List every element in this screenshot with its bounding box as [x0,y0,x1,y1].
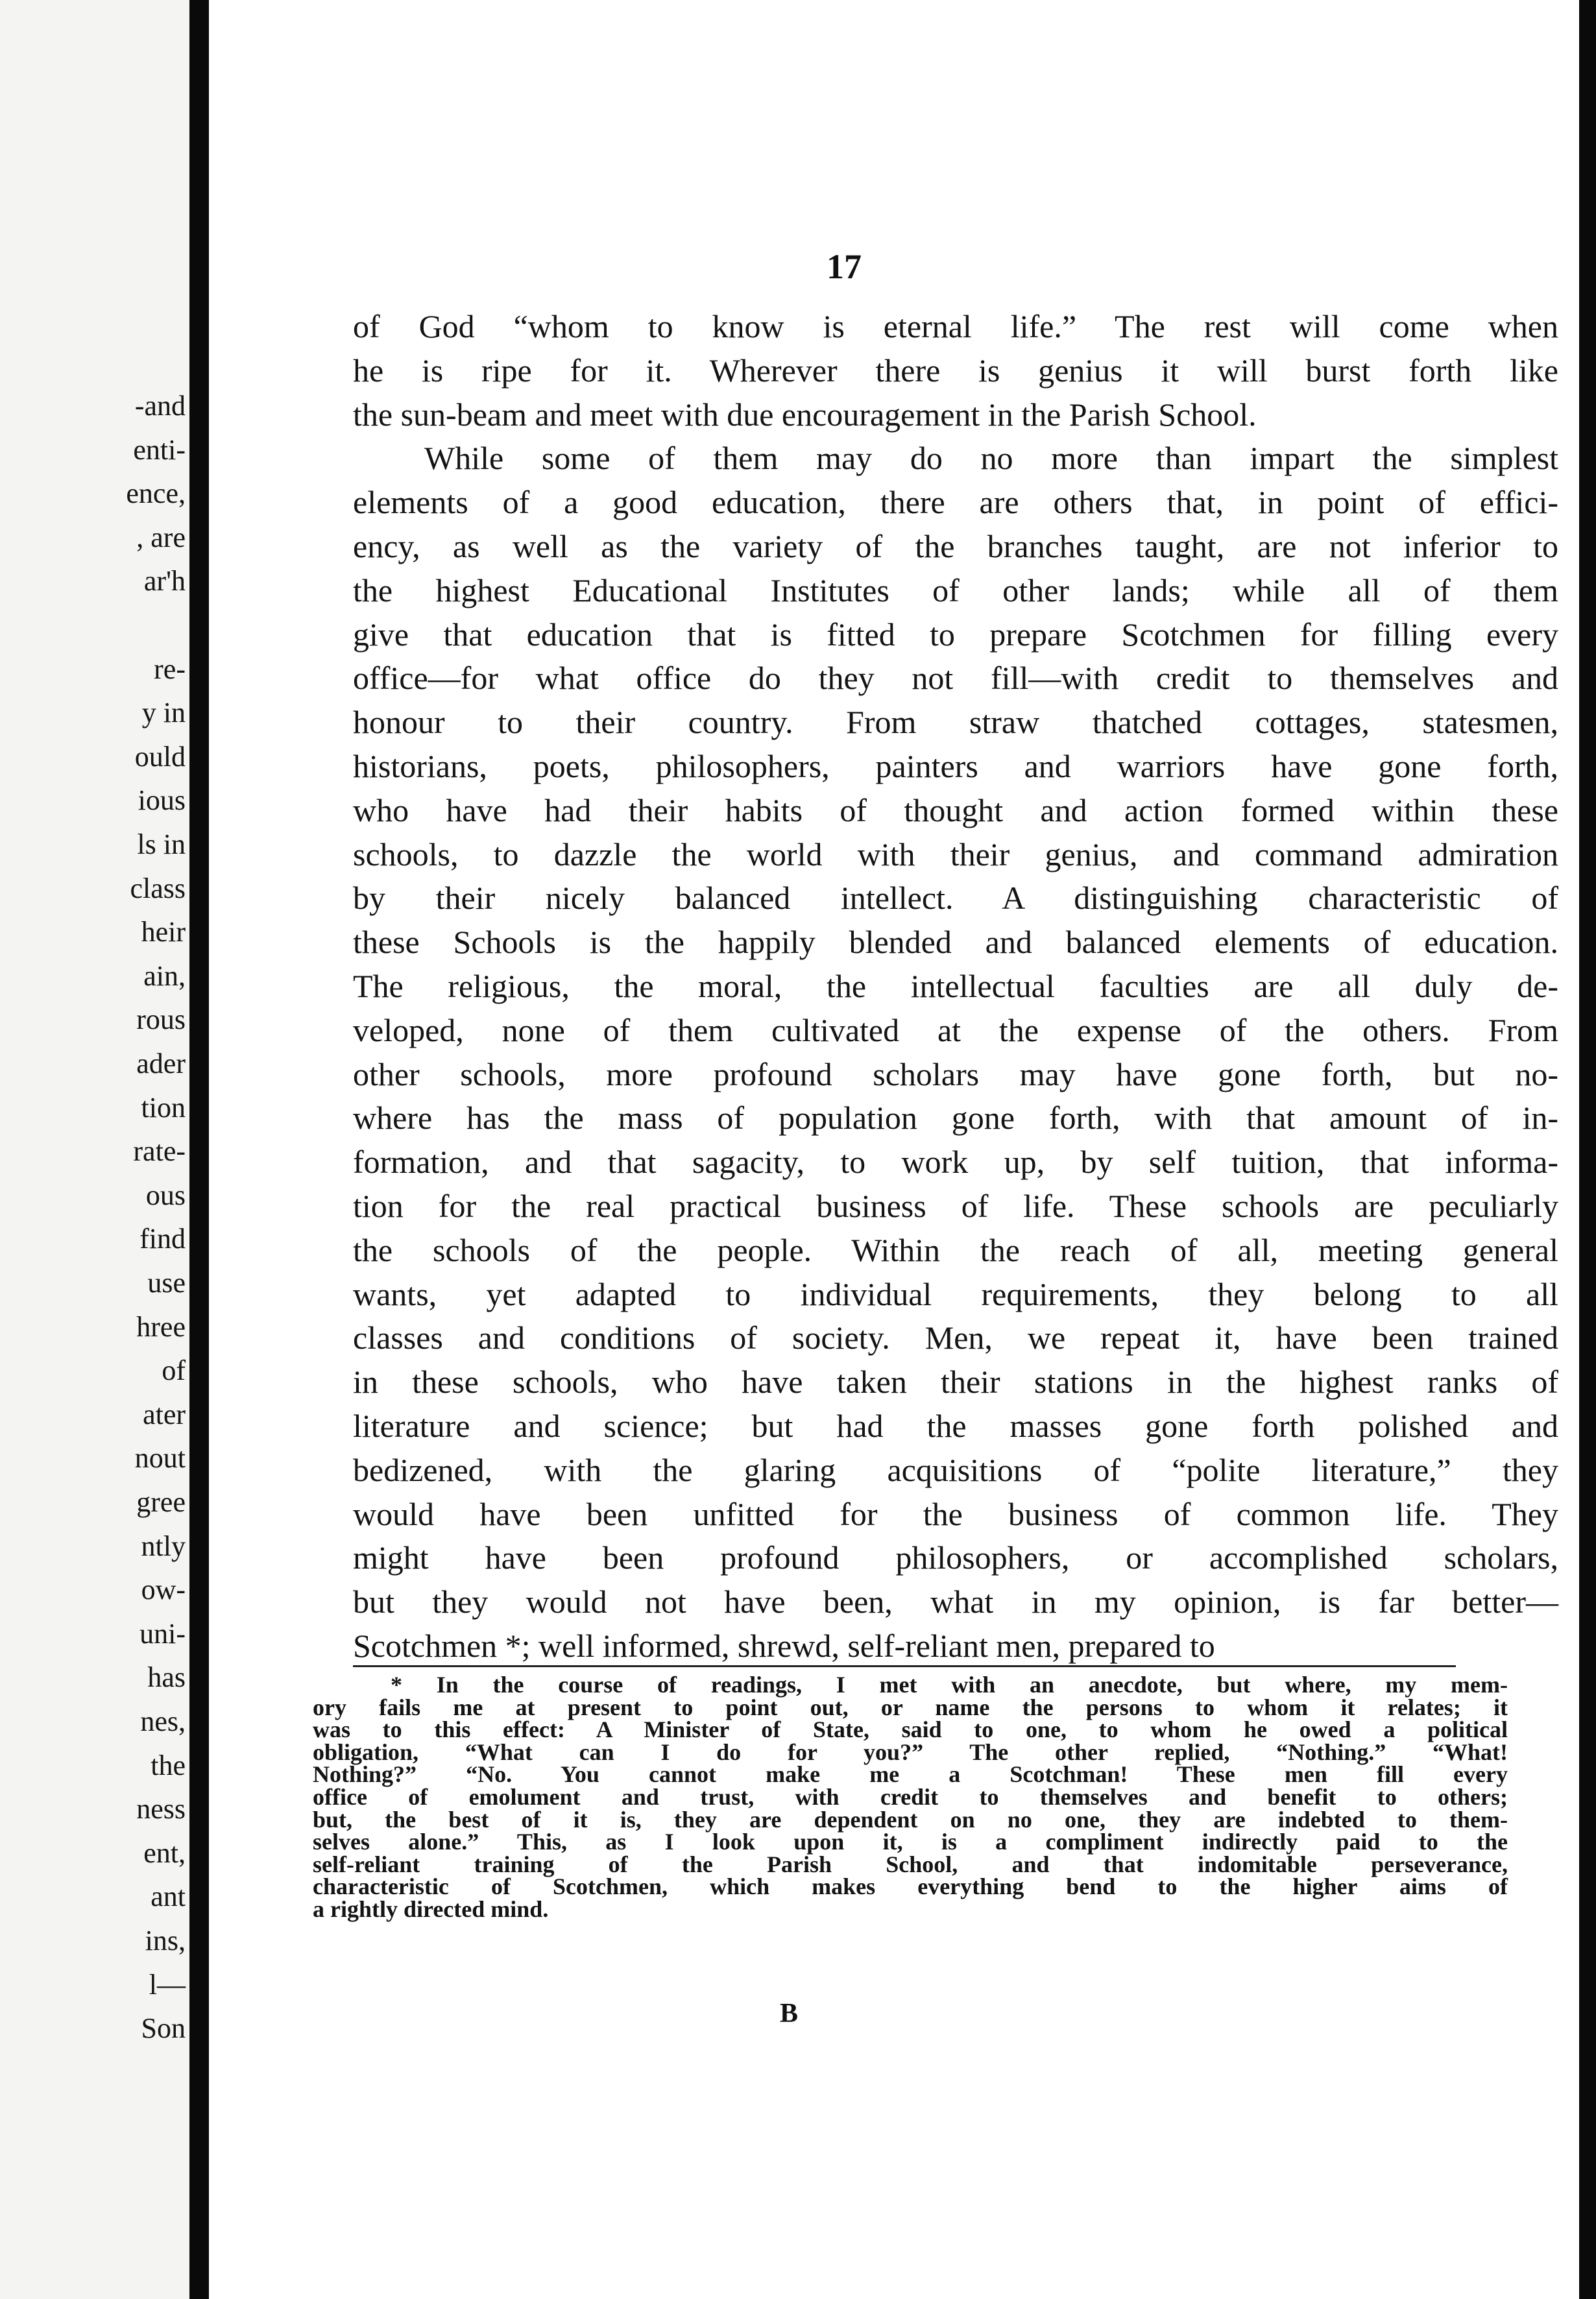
left-page-fragment: ould [134,740,186,773]
left-page-fragment: l— [149,1968,186,2001]
left-page-fragment: the [151,1749,186,1781]
left-page-fragment: ous [145,1179,186,1211]
left-page-fragment: ntly [141,1530,186,1562]
left-page-fragment: hree [136,1310,186,1343]
left-page-fragment: ow- [141,1574,186,1606]
body-line: might have been profound philosophers, or accomplished scholars, [353,1539,1558,1576]
footnote-line: * In the course of readings, I met with an anecdote, but where, my mem- [391,1672,1508,1698]
body-line: honour to their country. From straw thatched cottages, statesmen, [353,704,1558,741]
body-line: but they would not have been, what in my opinion, is far better— [353,1583,1558,1620]
footnote-line: office of emolument and trust, with credit to themselves and benefit to others; [313,1783,1508,1810]
body-line: elements of a good education, there are others that, in point of effici- [353,484,1558,521]
body-line: formation, and that sagacity, to work up, by self tuition, that informa- [353,1144,1558,1181]
left-page-fragment: ain, [143,959,186,992]
body-line: office—for what office do they not fill—with credit to themselves and [353,660,1558,697]
body-line: the sun-beam and meet with due encouragement in the Parish School. [353,396,1257,433]
footnote-line: Nothing?” “No. You cannot make me a Scotchman! These men fill every [313,1761,1508,1788]
left-page-fragment: heir [141,916,186,948]
footnote-line: was to this effect: A Minister of State, said to one, to whom he owed a political [313,1716,1508,1743]
left-page-fragment: re- [154,653,186,685]
footnote-line: but, the best of it is, they are dependent on no one, they are indebted to them- [313,1806,1508,1833]
page-number: 17 [827,247,862,286]
body-line: tion for the real practical business of life. These schools are peculiarly [353,1187,1558,1224]
body-line: Scotchmen *; well informed, shrewd, self-reliant men, prepared to [353,1627,1215,1664]
body-line: While some of them may do no more than impart the simplest [424,440,1558,477]
left-page-fragment: tion [141,1091,186,1124]
body-line: the highest Educational Institutes of other lands; while all of them [353,572,1558,608]
body-line: in these schools, who have taken their stations in the highest ranks of [353,1364,1558,1401]
left-page-fragment: ent, [143,1836,186,1869]
body-line: other schools, more profound scholars may have gone forth, but no- [353,1055,1558,1092]
book-page [209,0,1579,2299]
left-page-fragment: ness [136,1793,186,1825]
left-page-fragment: nout [134,1442,186,1474]
footnote-line: ory fails me at present to point out, or name the persons to whom it relates; it [313,1694,1508,1720]
body-line: these Schools is the happily blended and balanced elements of education. [353,924,1558,961]
left-page-fragment: class [130,872,186,904]
footnote-line: obligation, “What can I do for you?” The other replied, “Nothing.” “What! [313,1739,1508,1765]
left-page-fragment: use [147,1267,186,1299]
left-page-fragment: , are [136,521,186,553]
footnote-line: selves alone.” This, as I look upon it, is a compliment indirectly paid to the [313,1829,1508,1855]
body-line: give that education that is fitted to prepare Scotchmen for filling every [353,616,1558,653]
footnote-rule [353,1665,1456,1667]
left-page-fragment: nes, [140,1705,186,1737]
left-page-fragment: find [139,1223,186,1255]
body-text [353,305,1558,1668]
signature-mark: B [780,1999,799,2028]
body-line: who have had their habits of thought and action formed within these [353,791,1558,828]
left-page-fragment: has [147,1661,186,1694]
left-page-fragment: uni- [139,1617,186,1650]
body-line: the schools of the people. Within the reach of all, meeting general [353,1231,1558,1268]
body-line: schools, to dazzle the world with their genius, and command admiration [353,836,1558,873]
body-line: historians, poets, philosophers, painters and warriors have gone forth, [353,747,1558,784]
footnote-line: characteristic of Scotchmen, which makes everything bend to the higher aims of [313,1873,1508,1900]
body-line: where has the mass of population gone forth, with that amount of in- [353,1100,1558,1137]
body-line: by their nicely balanced intellect. A distinguishing characteristic of [353,880,1558,917]
left-page-fragment: ader [136,1048,186,1079]
left-page-fragment: -and [134,390,186,422]
left-page-fragment: ater [143,1398,186,1430]
left-page-fragment: Son [141,2012,186,2045]
body-line: wants, yet adapted to individual requirements, they belong to all [353,1275,1558,1312]
left-page-fragment: enti- [133,433,186,466]
left-page-fragment: gree [136,1486,186,1518]
body-line: of God “whom to know is eternal life.” The rest will come when [353,308,1558,344]
left-page-fragment: ious [138,784,186,817]
body-line: bedizened, with the glaring acquisitions of “polite literature,” they [353,1451,1558,1488]
body-line: he is ripe for it. Wherever there is genius it will burst forth like [353,352,1558,389]
body-line: classes and conditions of society. Men, we repeat it, have been trained [353,1319,1558,1356]
adjacent-left-page [0,0,189,2299]
left-page-fragment: ins, [145,1925,186,1956]
body-line: veloped, none of them cultivated at the expense of the others. From [353,1011,1558,1048]
left-page-fragment: ant [151,1881,186,1913]
footnote-line: self-reliant training of the Parish School, and that indomitable perseverance, [313,1851,1508,1877]
footnote-line: a rightly directed mind. [313,1896,549,1922]
scan-right-border [1579,0,1596,2299]
left-page-fragment: rate- [133,1135,186,1168]
left-page-fragment: rous [136,1004,186,1036]
left-page-fragment: of [162,1354,186,1387]
body-line: ency, as well as the variety of the branches taught, are not inferior to [353,527,1558,564]
body-line: would have been unfitted for the business of common life. They [353,1495,1558,1532]
left-page-fragment: y in [141,697,186,729]
body-line: literature and science; but had the masses gone forth polished and [353,1407,1558,1444]
footnote-block [313,1674,1508,1921]
left-page-fragment: ence, [126,477,186,510]
left-page-fragment: ls in [137,828,186,860]
body-line: The religious, the moral, the intellectual faculties are all duly de- [353,967,1558,1004]
left-page-fragment: ar'h [143,565,186,597]
